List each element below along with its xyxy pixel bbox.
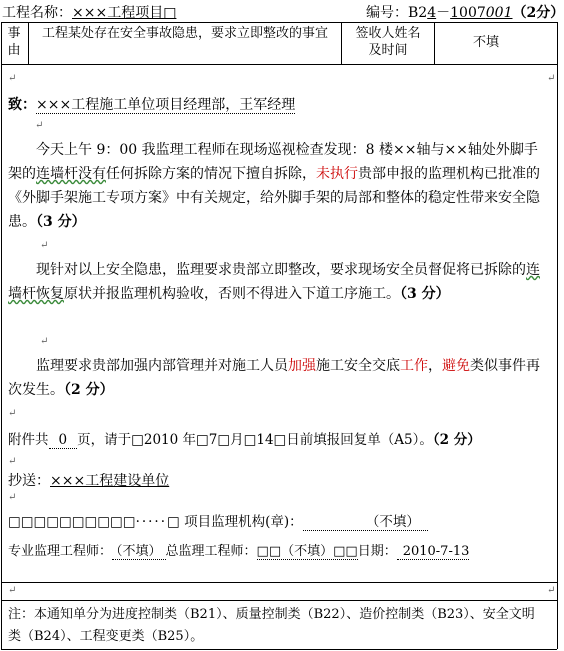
return-mark: ↵ <box>547 73 556 84</box>
p3-text-d: 工作 <box>400 358 428 374</box>
number-value: 1007 <box>450 5 486 21</box>
document-number <box>366 2 564 22</box>
attachment-line <box>8 428 481 448</box>
org-placeholder-boxes: □□□□□□□□□□ <box>8 514 136 530</box>
body-bottom-line <box>1 582 557 583</box>
paragraph-3 <box>8 354 546 402</box>
to-value: ×××工程施工单位项目经理部，王军经理 <box>36 97 296 113</box>
number-score: （2分） <box>512 5 564 21</box>
p3-text-e: ， <box>428 358 442 374</box>
return-mark: ↵ <box>8 73 17 84</box>
subject-divider-2 <box>341 22 342 64</box>
chief-label: 总监理工程师： <box>165 544 257 559</box>
project-label: 工程名称： <box>2 5 72 21</box>
date-value: 2010-7-13 <box>397 544 470 560</box>
paragraph-1 <box>8 138 546 234</box>
project-value: ×××工程项目□ <box>72 5 177 21</box>
footer-note: 注：本通知单分为进度控制类（B21）、质量控制类（B22）、造价控制类（B23）、安全文明类（B24）、工程变更类（B25）。 <box>8 607 535 644</box>
p2-text-d: 原状并报监理机构验收，否则不得进入下道工序施工。 <box>64 286 400 302</box>
p1-text-c: 没有 <box>78 166 106 182</box>
subject-divider-1 <box>28 22 29 64</box>
return-mark: ↵ <box>8 456 17 467</box>
return-mark: ↵ <box>8 585 17 596</box>
return-mark: ↵ <box>547 585 556 596</box>
p2-text-a: 现针对以上安全隐患，监理要求贵部立即整改，要求现场安全员督促将已拆除的 <box>36 262 526 278</box>
cc-label: 抄送： <box>8 473 50 489</box>
return-mark: ↵ <box>40 336 49 347</box>
cc-line <box>8 470 169 490</box>
p1-text-b: 连墙杆 <box>36 166 78 182</box>
subject-divider-3 <box>434 22 435 64</box>
p2-score: （3 分） <box>400 286 450 302</box>
engineer-value: （不填） <box>112 544 166 560</box>
attach-text-a: 附件共 <box>8 432 49 448</box>
footer-top-line <box>1 600 557 601</box>
project-name <box>2 2 176 22</box>
number-italic: 001 <box>485 5 513 21</box>
frame-top <box>1 22 557 23</box>
receiver-label: 签收人姓名及时间 <box>355 26 421 58</box>
p2-text-b: 连墙杆 <box>8 262 540 302</box>
receiver-value: 不填 <box>472 35 499 50</box>
cc-value: ×××工程建设单位 <box>50 473 170 489</box>
p1-text-d: 任何拆除方案的情况下擅自拆除， <box>106 166 316 182</box>
subject-text: 工程某处存在安全事故隐患，要求立即整改的事宜 <box>41 26 328 41</box>
number-dash: － <box>436 5 451 21</box>
p3-text-f: 避免 <box>442 358 470 374</box>
p3-text-a: 监理要求贵部加强内部管理并对施工人员 <box>36 358 288 374</box>
p1-text-e: 未执行 <box>316 166 358 182</box>
paragraph-2 <box>8 258 546 306</box>
p1-score: （3 分） <box>36 214 86 230</box>
frame-bottom <box>1 649 557 650</box>
frame-left <box>1 22 2 649</box>
date-label: 日期： <box>357 544 397 559</box>
to-label: 致： <box>8 97 36 113</box>
attach-text-b: 页，请于□2010 年□7□月□14□日前填报回复单（A5）。 <box>77 432 433 448</box>
org-value: （不填） <box>303 514 428 531</box>
subject-label: 事由 <box>7 26 21 58</box>
number-label: 编号：B2 <box>366 5 428 21</box>
chief-value: □□（不填）□□ <box>256 544 358 559</box>
signature-line <box>8 540 469 559</box>
return-mark: ↵ <box>40 240 49 251</box>
p3-text-c: 施工安全交底 <box>316 358 400 374</box>
p3-score: （2 分） <box>64 382 114 398</box>
frame-right <box>557 22 558 649</box>
subject-row-bottom <box>1 64 557 65</box>
engineer-label: 专业监理工程师： <box>8 544 113 559</box>
return-mark: ↵ <box>8 408 17 419</box>
recipient-line <box>8 94 295 114</box>
supervision-org-line: □□□□□□□□□□·····□ 项目监理机构(章)： （不填） <box>8 510 428 530</box>
number-sub: 4 <box>427 5 437 21</box>
return-mark: ↵ <box>35 120 44 131</box>
attach-page-count: 0 <box>49 432 78 449</box>
p3-text-b: 加强 <box>288 358 316 374</box>
p3-text-g: 类似事件再次发生。 <box>8 358 540 398</box>
p1-text-f: 贵部申报的监理机构已批准的《外脚手架施工专项方案》中有关规定，给外脚手架的局部和整体的稳定性带来安全隐患。 <box>8 166 540 230</box>
attach-score: （2 分） <box>432 432 481 448</box>
return-mark: ↵ <box>8 492 17 503</box>
p2-text-c: 恢复 <box>36 286 64 302</box>
p1-text-a: 今天上午 9：00 我监理工程师在现场巡视检查发现：8 楼××轴与××轴处外脚手架的 <box>8 142 538 182</box>
org-label: □ 项目监理机构(章)： <box>167 514 303 530</box>
